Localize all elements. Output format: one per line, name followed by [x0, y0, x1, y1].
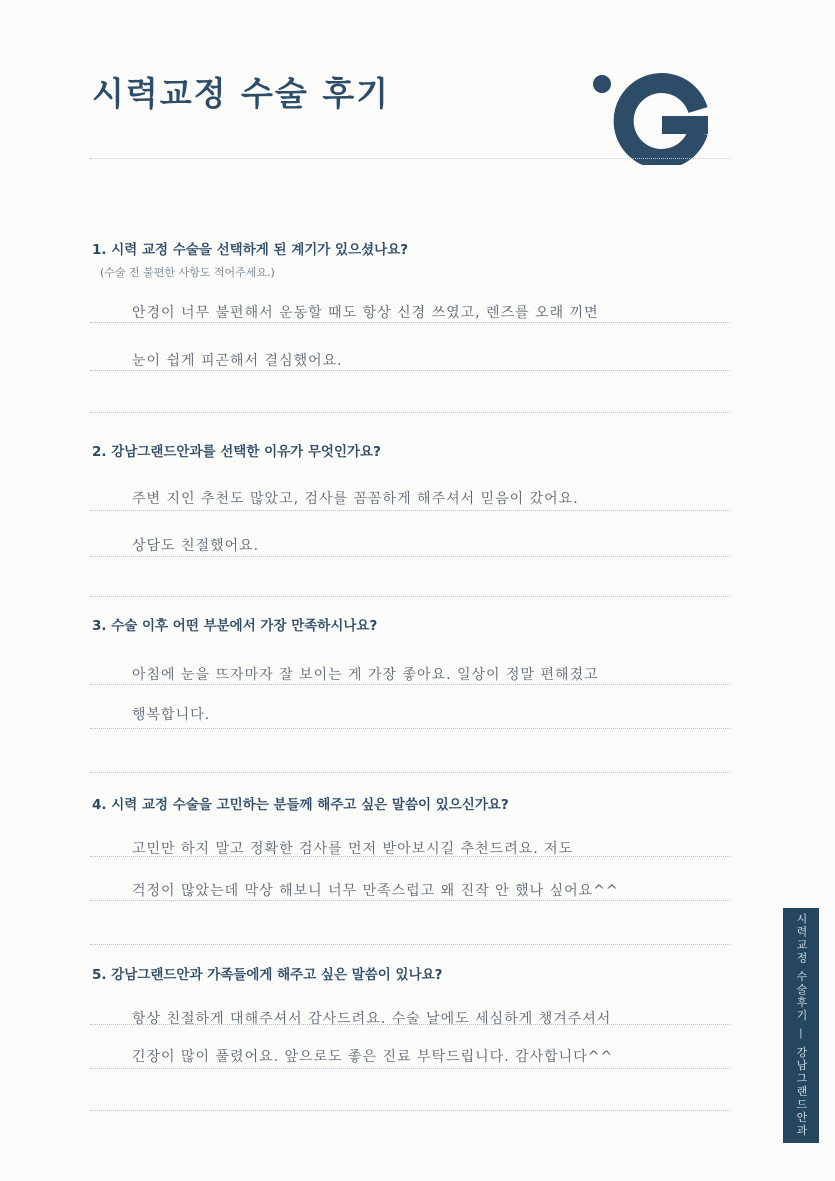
question-2: 2. 강남그랜드안과를 선택한 이유가 무엇인가요?	[92, 444, 381, 460]
answer-line	[90, 412, 730, 413]
answer-line	[90, 322, 730, 323]
answer-1-line-2: 눈이 쉽게 피곤해서 결심했어요.	[132, 353, 343, 369]
answer-line	[90, 596, 730, 597]
side-tab	[783, 908, 819, 1143]
answer-line	[90, 1024, 730, 1025]
question-1-note: (수술 전 불편한 사항도 적어주세요.)	[100, 266, 275, 279]
answer-2-line-1: 주변 지인 추천도 많았고, 검사를 꼼꼼하게 해주셔서 믿음이 갔어요.	[132, 491, 579, 507]
answer-line	[90, 370, 730, 371]
question-3: 3. 수술 이후 어떤 부분에서 가장 만족하시나요?	[92, 618, 378, 634]
brand-logo-icon	[590, 70, 715, 165]
answer-2-line-2: 상담도 친절했어요.	[132, 538, 260, 554]
header-divider	[90, 158, 730, 159]
answer-4-line-1: 고민만 하지 말고 정확한 검사를 먼저 받아보시길 추천드려요. 저도	[132, 841, 574, 857]
answer-line	[90, 684, 730, 685]
answer-4-line-2: 걱정이 많았는데 막상 해보니 너무 만족스럽고 왜 진작 안 했나 싶어요^^	[132, 883, 619, 899]
answer-line	[90, 944, 730, 945]
answer-3-line-1: 아침에 눈을 뜨자마자 잘 보이는 게 가장 좋아요. 일상이 정말 편해졌고	[132, 667, 599, 683]
answer-line	[90, 856, 730, 857]
answer-line	[90, 556, 730, 557]
answer-line	[90, 510, 730, 511]
page-title: 시력교정 수술 후기	[92, 74, 391, 113]
answer-line	[90, 728, 730, 729]
answer-line	[90, 1068, 730, 1069]
answer-3-line-2: 행복합니다.	[132, 707, 211, 723]
answer-line	[90, 1110, 730, 1111]
answer-5-line-1: 항상 친절하게 대해주셔서 감사드려요. 수술 날에도 세심하게 챙겨주셔서	[132, 1011, 612, 1027]
question-4: 4. 시력 교정 수술을 고민하는 분들께 해주고 싶은 말씀이 있으신가요?	[92, 797, 509, 813]
answer-line	[90, 772, 730, 773]
answer-1-line-1: 안경이 너무 불편해서 운동할 때도 항상 신경 쓰였고, 렌즈를 오래 끼면	[132, 305, 599, 321]
answer-line	[90, 900, 730, 901]
question-5: 5. 강남그랜드안과 가족들에게 해주고 싶은 말씀이 있나요?	[92, 967, 443, 983]
side-tab-label: 시력교정 수술후기 — 강남그랜드안과	[795, 913, 808, 1138]
answer-5-line-2: 긴장이 많이 풀렸어요. 앞으로도 좋은 진료 부탁드립니다. 감사합니다^^	[132, 1049, 614, 1065]
question-1: 1. 시력 교정 수술을 선택하게 된 계기가 있으셨나요?	[92, 242, 409, 258]
